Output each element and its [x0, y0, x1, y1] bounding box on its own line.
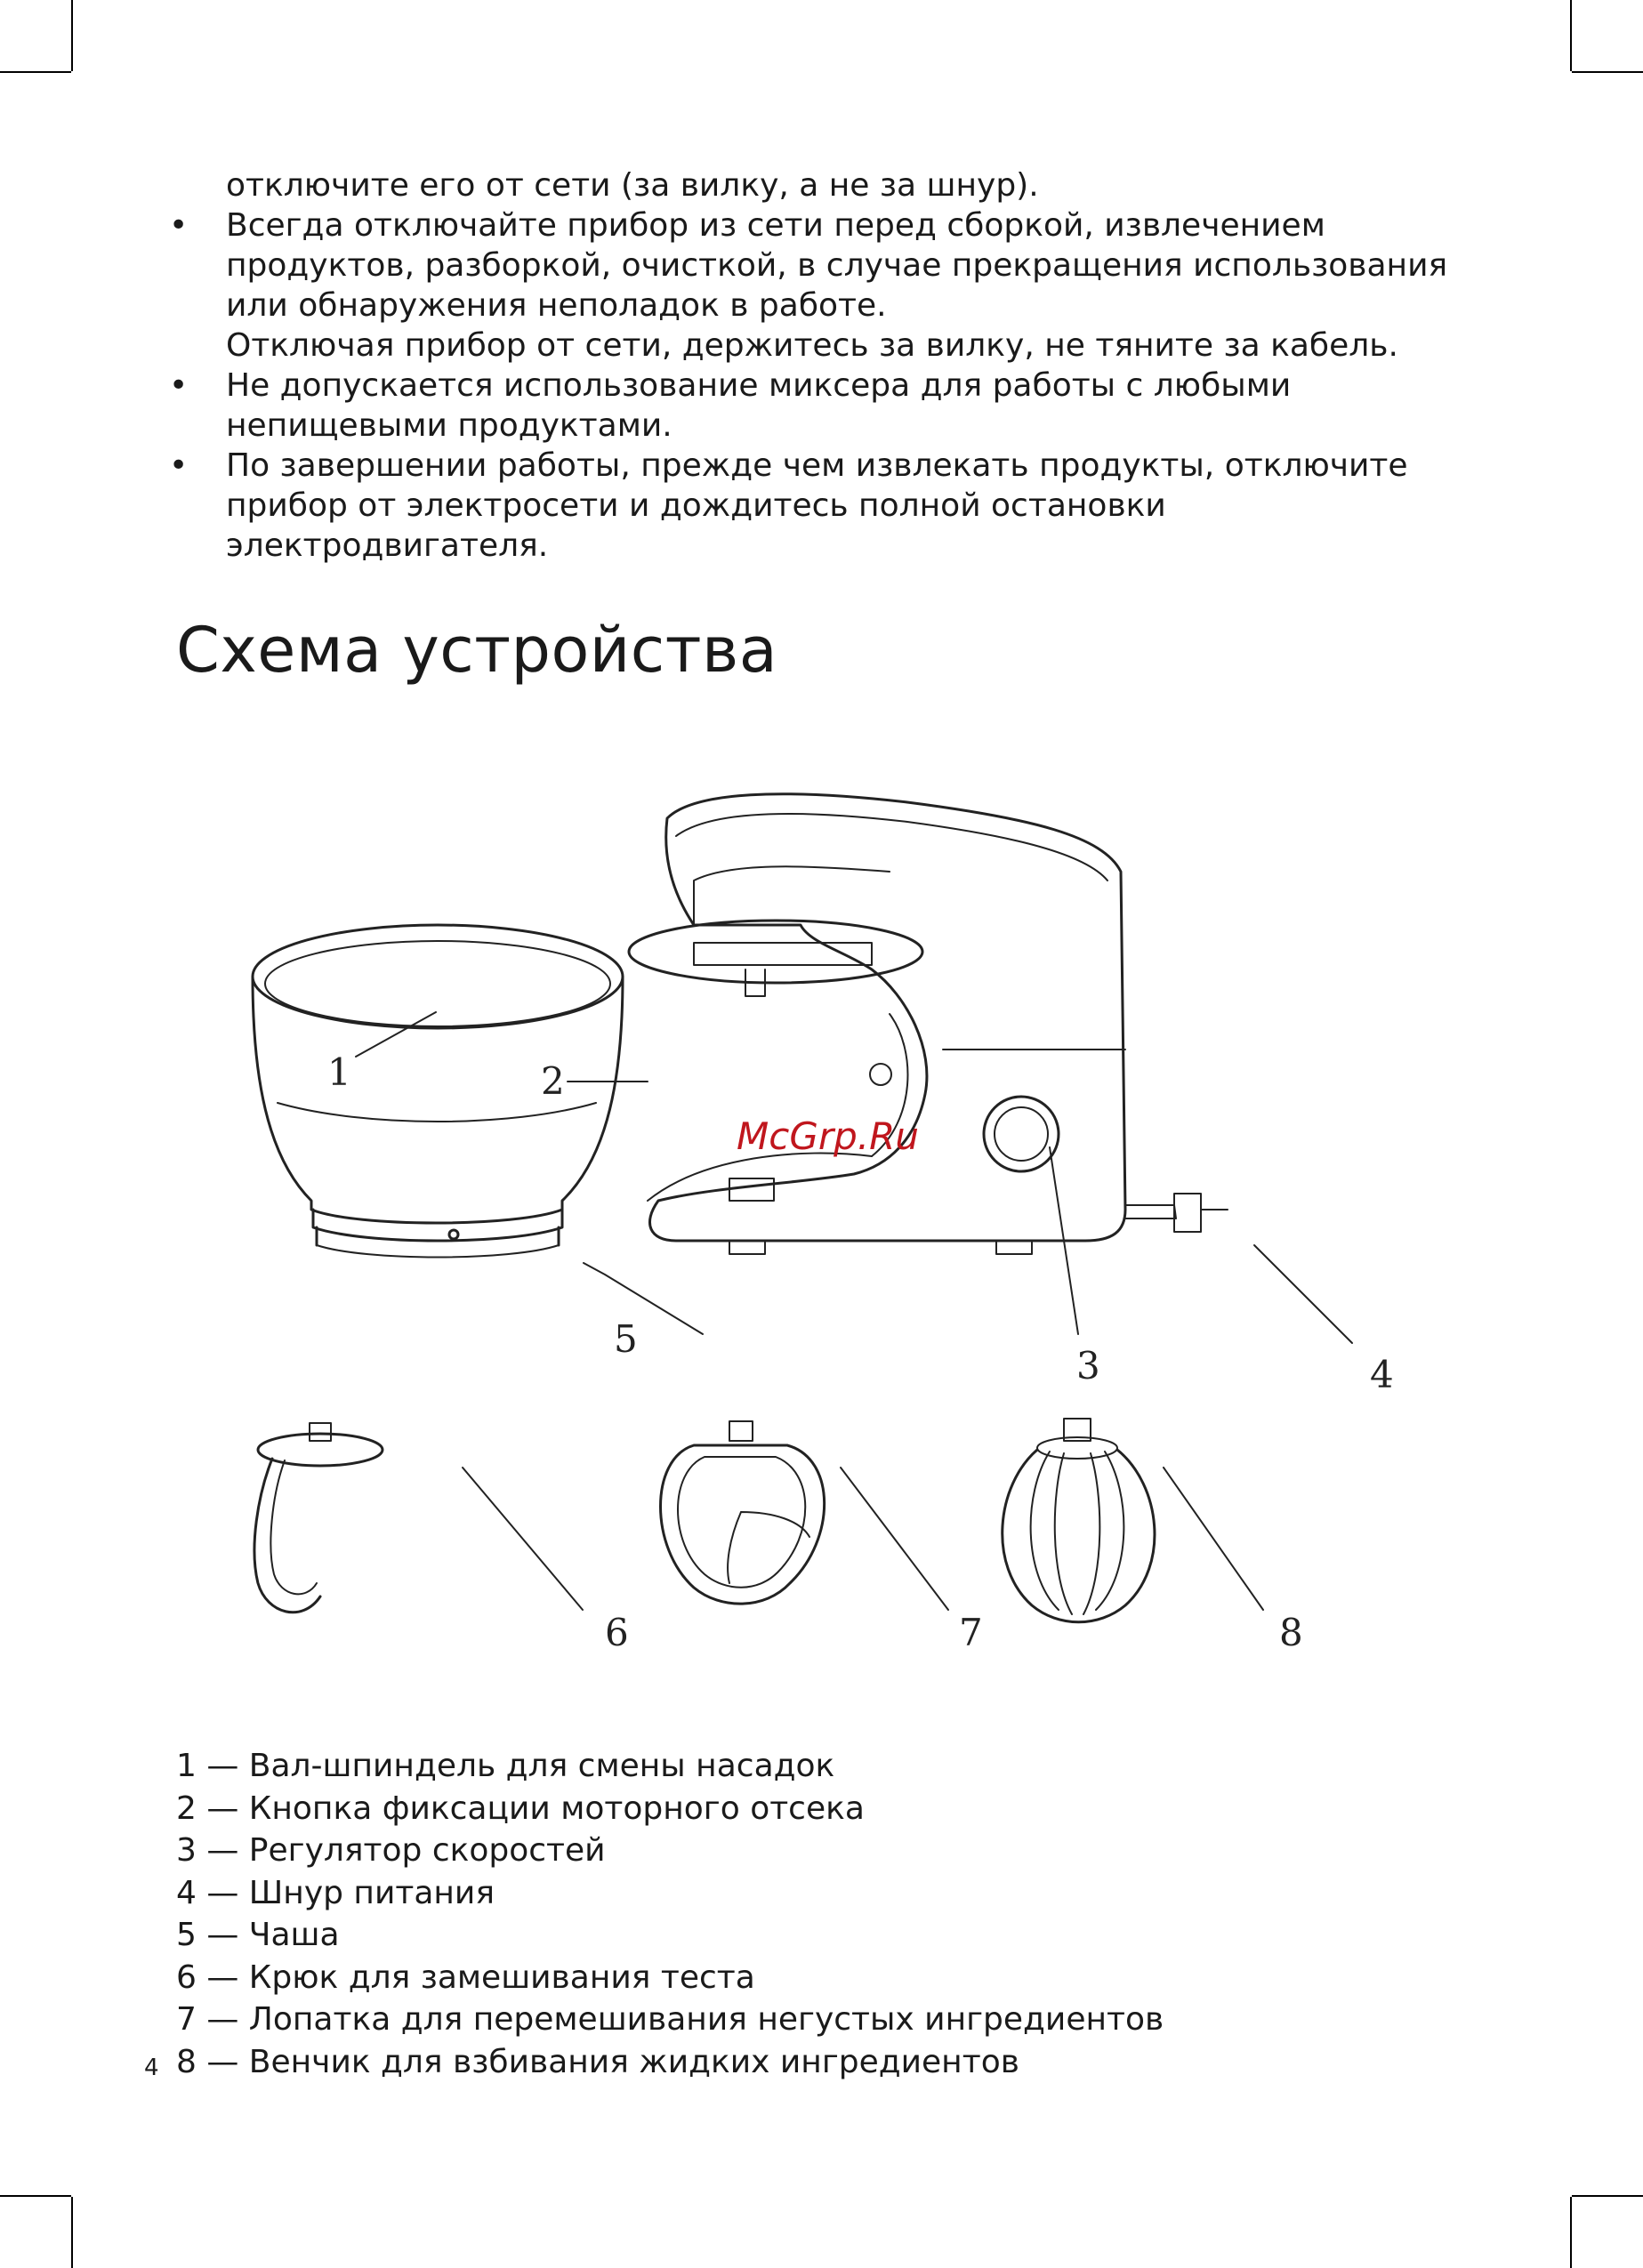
callout-6: 6: [605, 1611, 629, 1654]
crop-mark: [1572, 71, 1643, 73]
bullet-item: • Всегда отключайте прибор из сети перед сборкой, извлечением продуктов, разборкой, очисткой, в случае прекращения использования или обнаружения неполадок в работе.: [169, 205, 1468, 326]
callout-1: 1: [327, 1050, 351, 1094]
bullet-item: • По завершении работы, прежде чем извлекать продукты, отключите прибор от электросети и дождитесь полной остановки электродвигателя.: [169, 446, 1468, 566]
legend-item: 8 — Венчик для взбивания жидких ингредиентов: [176, 2043, 1019, 2080]
mixer-diagram: [231, 783, 1459, 1672]
continuation-line: отключите его от сети (за вилку, а не за шнур).: [226, 167, 1039, 204]
legend-item: 3 — Регулятор скоростей: [176, 1832, 606, 1869]
crop-mark: [0, 2195, 71, 2197]
crop-mark: [71, 2197, 73, 2268]
flat-beater-illustration: [661, 1421, 825, 1604]
callout-4: 4: [1370, 1353, 1394, 1396]
parts-legend: [176, 1745, 1164, 2083]
watermark-text: McGrp.Ru: [737, 1114, 919, 1158]
legend-item: 4 — Шнур питания: [176, 1874, 495, 1911]
crop-mark: [71, 0, 73, 71]
wire-whisk-illustration: [1003, 1419, 1155, 1622]
legend-item: 5 — Чаша: [176, 1917, 340, 1953]
bowl-illustration: [253, 925, 623, 1258]
callout-leaders: [356, 1012, 1352, 1610]
crop-mark: [1570, 0, 1572, 71]
legend-item: 1 — Вал-шпиндель для смены насадок: [176, 1748, 835, 1784]
safety-text: [169, 165, 1468, 566]
section-title: Схема устройства: [176, 614, 778, 687]
crop-mark: [1572, 2195, 1643, 2197]
crop-mark: [0, 71, 71, 73]
page-number: 4: [144, 2055, 159, 2081]
crop-mark: [1570, 2197, 1572, 2268]
callout-5: 5: [614, 1317, 638, 1361]
legend-item: 6 — Крюк для замешивания теста: [176, 1958, 755, 1996]
legend-item: 2 — Кнопка фиксации моторного отсека: [176, 1789, 865, 1827]
legend-item: 7 — Лопатка для перемешивания негустых ингредиентов: [176, 2001, 1164, 2038]
callout-3: 3: [1076, 1344, 1100, 1387]
callout-8: 8: [1279, 1611, 1303, 1654]
callout-2: 2: [541, 1059, 565, 1103]
bullet-note: Отключая прибор от сети, держитесь за вилку, не тяните за кабель.: [226, 327, 1398, 364]
bullet-item: • Не допускается использование миксера для работы с любыми непищевыми продуктами.: [169, 366, 1468, 446]
callout-7: 7: [959, 1611, 983, 1654]
dough-hook-illustration: [254, 1423, 383, 1613]
mixer-body-illustration: [629, 794, 1228, 1254]
